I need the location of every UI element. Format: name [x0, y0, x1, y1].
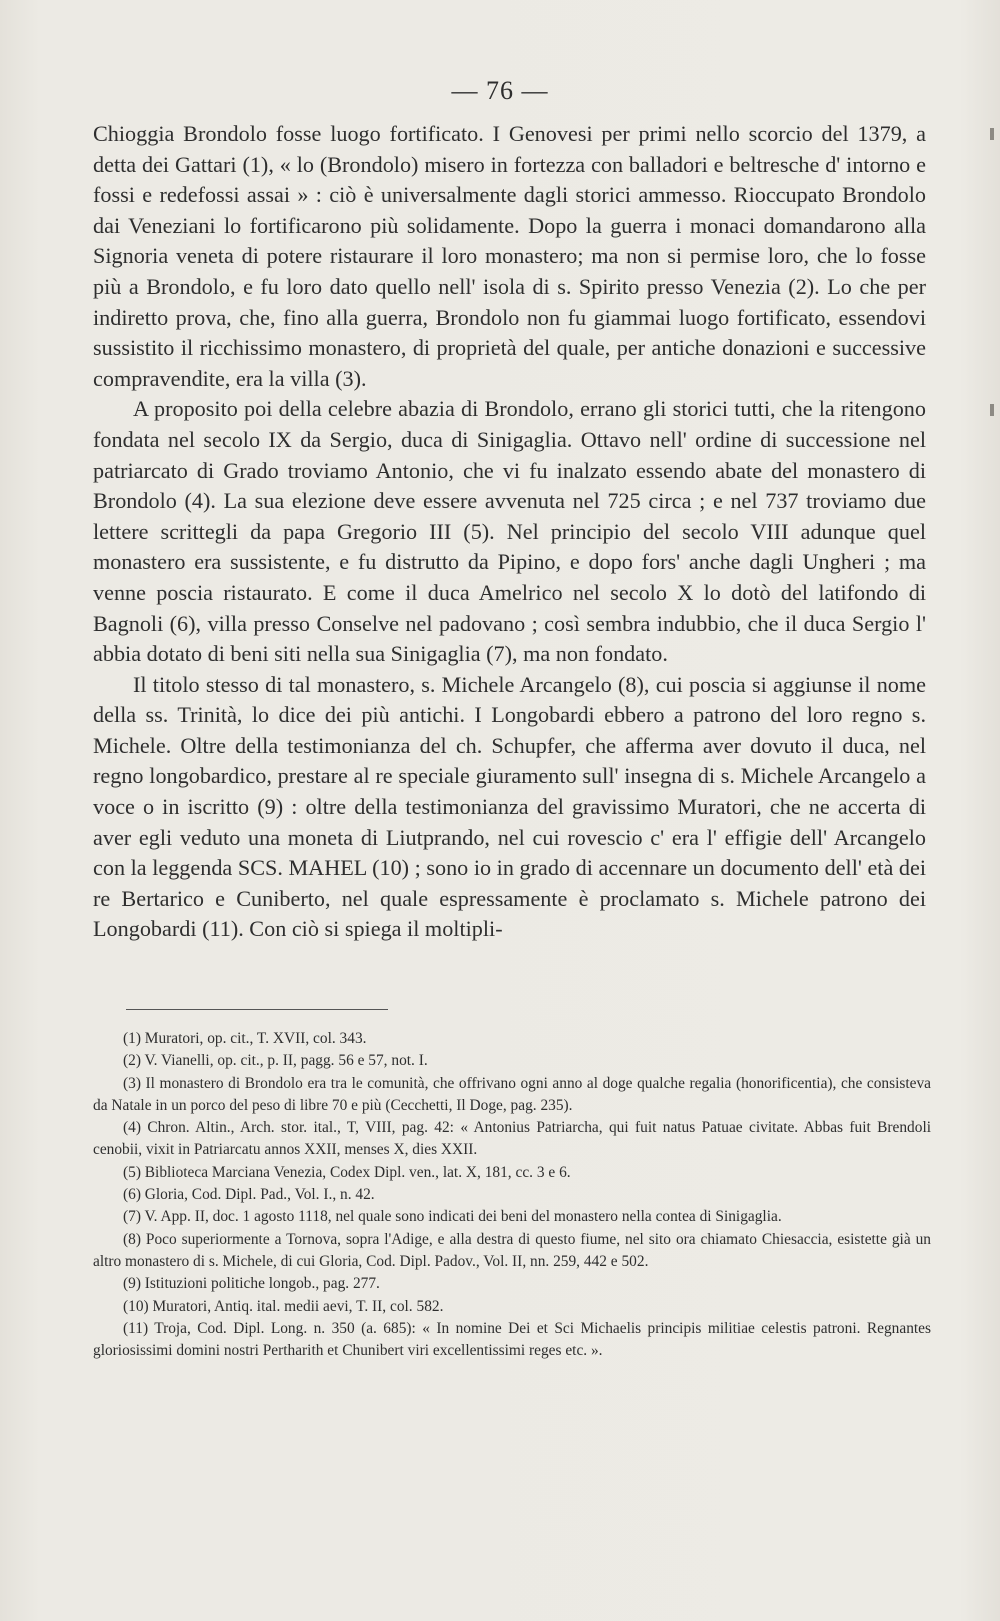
- footnote: (4) Chron. Altin., Arch. stor. ital., T, VIII, pag. 42: « Antonius Patriarcha, qui fuit natus Patuae civitate. Abbas fuit Brendoli cenobii, vixit in Patriarcatu annos XXII, menses X, dies XXII.: [93, 1119, 931, 1159]
- footnote: (11) Troja, Cod. Dipl. Long. n. 350 (a. 685): « In nomine Dei et Sci Michaelis principis militiae celestis patroni. Regnantes gloriosissimi domini nostri Pertharith et Chunibert viri excellentissimi reges etc. ».: [93, 1319, 931, 1360]
- footnotes: [93, 1028, 931, 1362]
- footnote-separator: [126, 1009, 388, 1010]
- footnote: (10) Muratori, Antiq. ital. medii aevi, T. II, col. 582.: [123, 1297, 444, 1315]
- body-text: [93, 119, 926, 945]
- page-edge-mark: [990, 128, 994, 140]
- paragraph: Chioggia Brondolo fosse luogo fortificato. I Genovesi per primi nello scorcio del 1379, a detta dei Gattari (1), « lo (Brondolo) misero in fortezza con balladori e beltresche d' intorno e fossi e redefossi assai » : ciò è universalmente dagli storici ammesso. Rioccupato Brondolo dai Veneziani lo fortificarono più solidamente. Dopo la guerra i monaci domandarono alla Signoria veneta di potere ristaurare il loro monastero; ma non si permise loro, che lo fosse più a Brondolo, e fu loro dato quello nell' isola di s. Spirito presso Venezia (2). Lo che per indiretto prova, che, fino alla guerra, Brondolo non fu giammai luogo fortificato, essendovi sussistito il ricchissimo monastero, di proprietà del quale, per antiche donazioni e successive compravendite, era la villa (3).: [93, 121, 926, 391]
- footnote: (3) Il monastero di Brondolo era tra le comunità, che offrivano ogni anno al doge qualche regalia (honorificentia), che consisteva da Natale in un porco del peso di libre 70 e più (Cecchetti, Il Doge, pag. 235).: [93, 1074, 931, 1114]
- footnote: (7) V. App. II, doc. 1 agosto 1118, nel quale sono indicati dei beni del monastero nella contea di Sinigaglia.: [123, 1208, 782, 1226]
- footnote: (2) V. Vianelli, op. cit., p. II, pagg. 56 e 57, not. I.: [123, 1052, 428, 1070]
- footnote: (1) Muratori, op. cit., T. XVII, col. 343.: [123, 1030, 367, 1047]
- paragraph: A proposito poi della celebre abazia di Brondolo, errano gli storici tutti, che la ritengono fondata nel secolo IX da Sergio, duca di Sinigaglia. Ottavo nell' ordine di successione nel patriarcato di Grado troviamo Antonio, che vi fu inalzato essendo abate del monastero di Brondolo (4). La sua elezione deve essere avvenuta nel 725 circa ; e nel 737 troviamo due lettere scrittegli da papa Gregorio III (5). Nel principio del secolo VIII adunque quel monastero era sussistente, e fu distrutto da Pipino, e dopo fors' anche dagli Ungheri ; ma venne poscia ristaurato. E come il duca Amelrico nel secolo X lo dotò del latifondo di Bagnoli (6), villa presso Conselve nel padovano ; così sembra indubbio, che il duca Sergio l' abbia dotato di beni siti nella sua Sinigaglia (7), ma non fondato.: [93, 396, 926, 667]
- footnote: (5) Biblioteca Marciana Venezia, Codex Dipl. ven., lat. X, 181, cc. 3 e 6.: [123, 1163, 571, 1181]
- footnote: (6) Gloria, Cod. Dipl. Pad., Vol. I., n. 42.: [123, 1186, 375, 1204]
- page-edge-mark: [990, 404, 994, 416]
- paragraph: Il titolo stesso di tal monastero, s. Michele Arcangelo (8), cui poscia si aggiunse il nome della ss. Trinità, lo dice dei più antichi. I Longobardi ebbero a patrono del loro regno s. Michele. Oltre della testimonianza del ch. Schupfer, che afferma aver dovuto il duca, nel regno longobardico, prestare al re speciale giuramento sull' insegna di s. Michele Arcangelo a voce o in iscritto (9) : oltre della testimonianza del gravissimo Muratori, che ne accerta di aver egli veduto una moneta di Liutprando, nel cui rovescio c' era l' effigie dell' Arcangelo con la leggenda SCS. MAHEL (10) ; sono io in grado di accennare un documento dell' età dei re Bertarico e Cuniberto, nel quale espressamente è proclamato s. Michele patrono dei Longobardi (11). Con ciò si spiega il moltipli-: [93, 671, 926, 942]
- footnote: (9) Istituzioni politiche longob., pag. 277.: [123, 1275, 380, 1293]
- footnote: (8) Poco superiormente a Tornova, sopra l'Adige, e alla destra di questo fiume, nel sito ora chiamato Chiesaccia, esistette già un altro monastero di s. Michele, di cui Gloria, Cod. Dipl. Padov., Vol. II, nn. 259, 442 e 502.: [93, 1230, 931, 1270]
- page-number: — 76 —: [451, 76, 549, 105]
